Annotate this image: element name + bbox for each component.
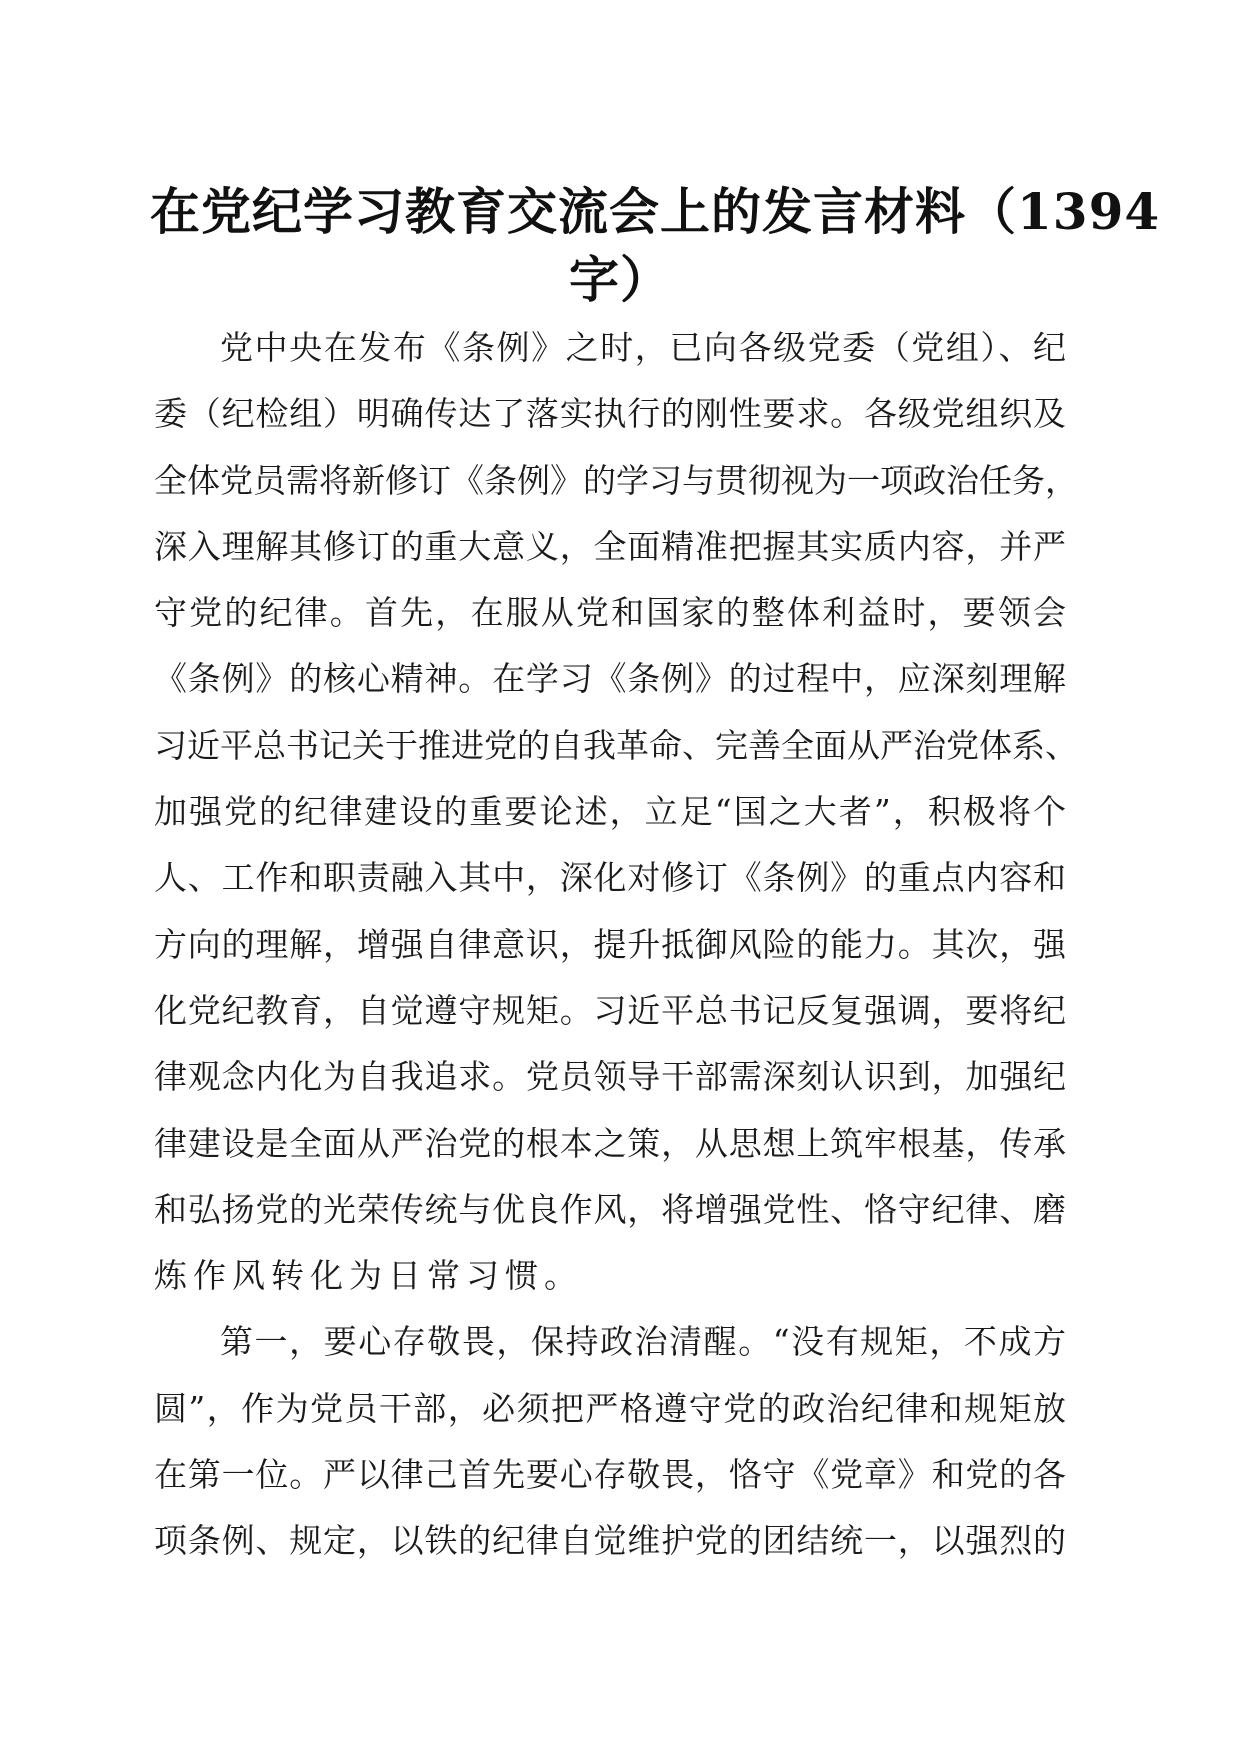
text-line: 化党纪教育，自觉遵守规矩。习近平总书记反复强调，要将纪 (154, 990, 1066, 1030)
text-line: 人、工作和职责融入其中，深化对修订《条例》的重点内容和 (154, 858, 1066, 898)
text-line: 和弘扬党的光荣传统与优良作风，将增强党性、恪守纪律、磨 (154, 1189, 1066, 1229)
text-line: 在第一位。严以律己首先要心存敬畏，恪守《党章》和党的各 (154, 1455, 1066, 1495)
text-line: 习近平总书记关于推进党的自我革命、完善全面从严治党体系、 (154, 725, 1078, 765)
title-line-2: 字） (569, 250, 671, 309)
text-line: 守党的纪律。首先，在服从党和国家的整体利益时，要领会 (154, 593, 1066, 633)
text-line: 委（纪检组）明确传达了落实执行的刚性要求。各级党组织及 (154, 394, 1066, 434)
title-line-1: 在党纪学习教育交流会上的发言材料（1394 (150, 182, 1161, 241)
text-line: 方向的理解，增强自律意识，提升抵御风险的能力。其次，强 (154, 924, 1066, 964)
document-title (150, 178, 1161, 314)
text-line: 加强党的纪律建设的重要论述，立足“国之大者”，积极将个 (154, 792, 1066, 832)
text-line: 项条例、规定，以铁的纪律自觉维护党的团结统一，以强烈的 (154, 1521, 1066, 1561)
text-line: 律观念内化为自我追求。党员领导干部需深刻认识到，加强纪 (154, 1057, 1066, 1097)
text-line: 律建设是全面从严治党的根本之策，从思想上筑牢根基，传承 (154, 1123, 1066, 1163)
text-line: 圆”，作为党员干部，必须把严格遵守党的政治纪律和规矩放 (154, 1388, 1066, 1428)
text-line: 党中央在发布《条例》之时，已向各级党委（党组）、纪 (220, 328, 1066, 367)
text-line: 炼作风转化为日常习惯。 (154, 1256, 583, 1296)
text-line: 深入理解其修订的重大意义，全面精准把握其实质内容，并严 (154, 526, 1066, 566)
text-line: 全体党员需将新修订《条例》的学习与贯彻视为一项政治任务， (154, 460, 1078, 500)
text-line: 《条例》的核心精神。在学习《条例》的过程中，应深刻理解 (154, 659, 1066, 699)
text-line: 第一，要心存敬畏，保持政治清醒。“没有规矩，不成方 (220, 1322, 1066, 1362)
document-body (154, 315, 1094, 1575)
